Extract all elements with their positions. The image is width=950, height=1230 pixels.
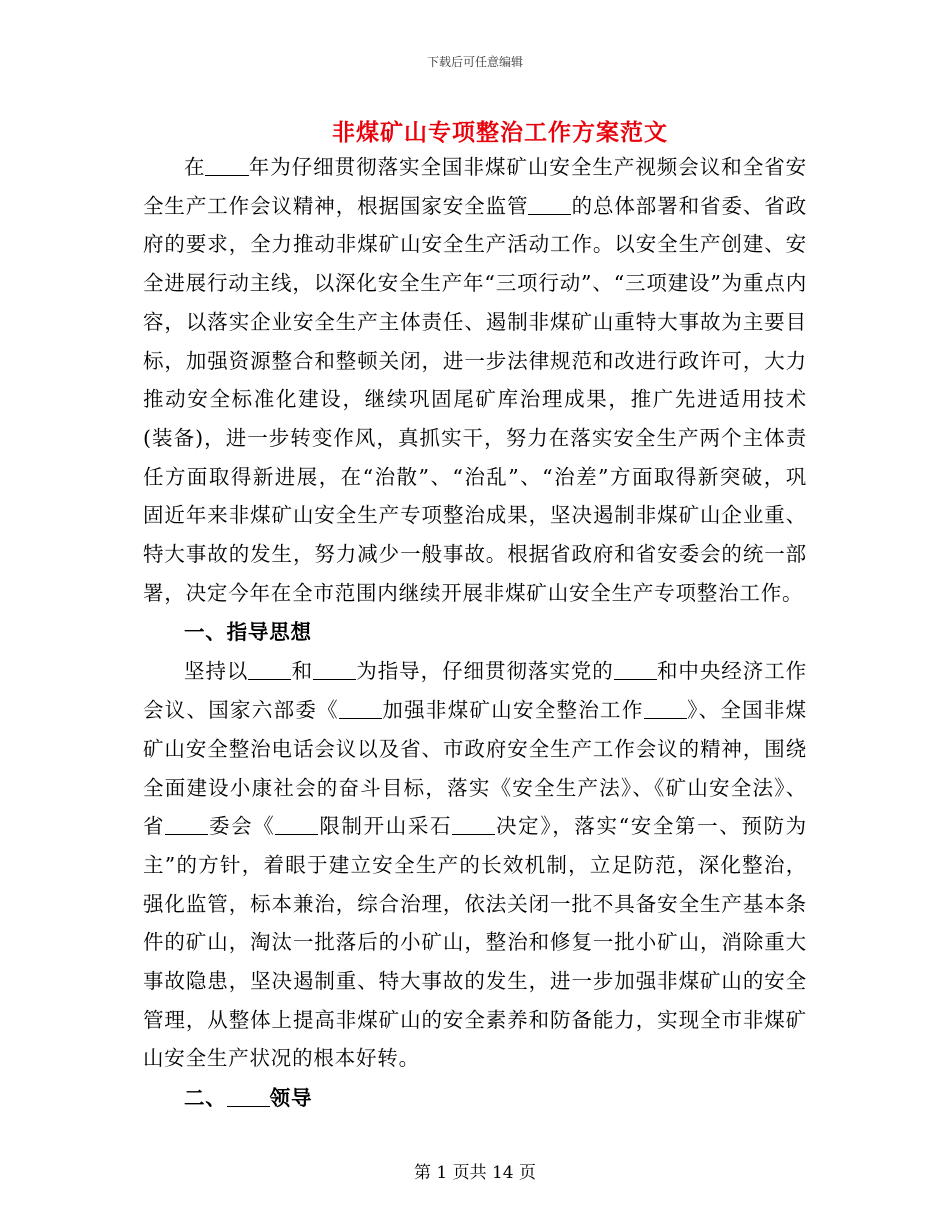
document-title: 非煤矿山专项整治工作方案范文 bbox=[332, 119, 668, 146]
fill-in-blank bbox=[644, 698, 687, 720]
fill-in-blank bbox=[248, 659, 291, 681]
fill-in-blank bbox=[528, 193, 571, 215]
fill-in-blank bbox=[205, 155, 248, 177]
guiding-ideology-paragraph: 坚持以 和 为指导，仔细贯彻落实党的 和中央经济工作会议、国家六部委《 加强非煤矿山安全整治工作 》、全国非煤矿山安全整治电话会议以及省、市政府安全生产工作会议的精神，围绕全面建设小康社会的奋斗目标，落实《安全生产法》、《矿山安全法》、省 委会《 限制开山采石 决定》，落实“安全第一、预防为主”的方针，着眼于建立安全生产的长效机制，立足防范，深化整治，强化监管，标本兼治，综合治理，依法关闭一批不具备安全生产基本条件的矿山，淘汰一批落后的小矿山，整治和修复一批小矿山，消除重大事故隐患，坚决遏制重、特大事故的发生，进一步加强非煤矿山的安全管理，从整体上提高非煤矿山的安全素养和防备能力，实现全市非煤矿山安全生产状况的根本好转。 bbox=[143, 659, 807, 1071]
intro-paragraph: 在 年为仔细贯彻落实全国非煤矿山安全生产视频会议和全省安全生产工作会议精神，根据国家安全监管 的总体部署和省委、省政府的要求，全力推动非煤矿山安全生产活动工作。以安全生产创建、安全进展行动主线，以深化安全生产年“三项行动”、“三项建设”为重点内容，以落实企业安全生产主体责任、遏制非煤矿山重特大事故为主要目标，加强资源整合和整顿关闭，进一步法律规范和改进行政许可，大力推动安全标准化建设，继续巩固尾矿库治理成果，推广先进适用技术(装备)，进一步转变作风，真抓实干，努力在落实安全生产两个主体责任方面取得新进展，在“治散”、“治乱”、“治差”方面取得新突破，巩固近年来非煤矿山安全生产专项整治成果，坚决遏制非煤矿山企业重、特大事故的发生，努力减少一般事故。根据省政府和省安委会的统一部署，决定今年在全市范围内继续开展非煤矿山安全生产专项整治工作。 bbox=[143, 155, 807, 605]
document-body bbox=[143, 148, 807, 1118]
fill-in-blank bbox=[165, 814, 208, 836]
section-number: 二、 bbox=[184, 1086, 227, 1111]
fill-in-blank bbox=[227, 1086, 270, 1108]
fill-in-blank bbox=[339, 698, 382, 720]
section-heading-guiding-ideology: 一、指导思想 bbox=[184, 620, 312, 645]
fill-in-blank bbox=[313, 659, 356, 681]
fill-in-blank bbox=[614, 659, 657, 681]
fill-in-blank bbox=[452, 814, 495, 836]
section-heading-text: 领导 bbox=[269, 1086, 313, 1111]
page-header-note: 下载后可任意编辑 bbox=[426, 55, 523, 69]
section-heading-leadership bbox=[143, 1078, 807, 1118]
page-number-footer: 第 1 页共 14 页 bbox=[413, 1163, 537, 1183]
fill-in-blank bbox=[275, 814, 318, 836]
